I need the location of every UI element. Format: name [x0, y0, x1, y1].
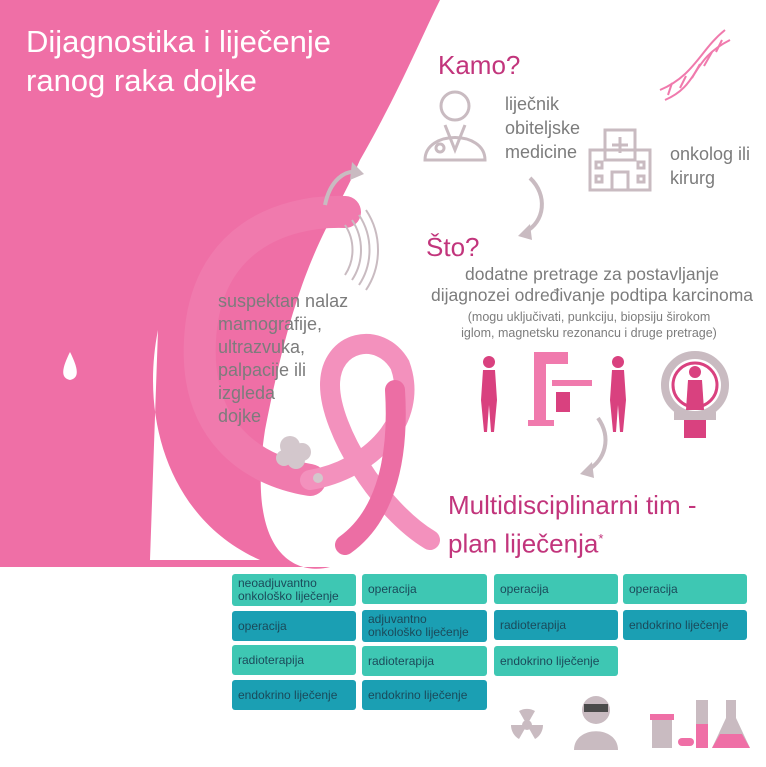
treatment-tag: endokrino liječenje	[623, 610, 747, 640]
sus-line-1: suspektan nalaz	[218, 291, 349, 311]
treatment-tag: operacija	[362, 574, 487, 604]
arrow-2	[525, 178, 542, 232]
sus-line-6: dojke	[218, 406, 262, 426]
dod-line-1: dodatne pretrage za postavljanje	[465, 264, 719, 284]
treatment-tag: adjuvantno onkološko liječenje	[362, 610, 487, 642]
dod-line-2: dijagnozei određivanje podtipa karcinoma	[430, 285, 753, 305]
woman-icon	[481, 356, 497, 432]
onk-line-1: onkolog ili	[670, 144, 751, 164]
dod2-line-2: iglom, magnetsku rezonancu i druge pretrage)	[461, 326, 717, 340]
gp-line-1: liječnik	[505, 94, 560, 114]
arrow-3	[588, 418, 605, 470]
treatment-tag: operacija	[494, 574, 618, 604]
treatment-tag: endokrino liječenje	[362, 680, 487, 710]
treatment-tag: operacija	[623, 574, 747, 604]
multidisciplinary-heading	[448, 488, 758, 561]
oncologist-label	[670, 142, 765, 190]
treatment-tag: radioterapija	[232, 645, 356, 675]
arrow-3-head	[580, 462, 594, 478]
radiation-icon	[511, 709, 543, 739]
suspect-finding-label	[218, 290, 368, 428]
woman-icon-2	[610, 356, 626, 432]
gp-label	[505, 92, 615, 164]
multi-star: *	[598, 531, 604, 546]
treatment-tag: endokrino liječenje	[494, 646, 618, 676]
dod2-line-1: (mogu uključivati, punkciju, biopsiju širokom	[467, 310, 711, 324]
additional-tests-text	[422, 264, 762, 306]
title-line-2: ranog raka dojke	[26, 63, 257, 98]
kamo-heading: Kamo?	[438, 50, 521, 80]
treatment-tag: operacija	[232, 611, 356, 641]
sus-line-2: mamografije,	[218, 314, 323, 334]
gp-line-3: medicine	[505, 142, 578, 162]
multi-line-1: Multidisciplinarni tim -	[448, 490, 697, 520]
additional-tests-subtext	[414, 309, 764, 341]
sus-line-4: palpacije ili	[218, 360, 307, 380]
mri-icon	[665, 355, 725, 438]
treatment-tag: neoadjuvantno onkološko liječenje	[232, 574, 356, 606]
arrow-2-head	[518, 224, 532, 240]
treatment-tag: radioterapija	[362, 646, 487, 676]
onk-line-2: kirurg	[670, 168, 716, 188]
lab-icon	[650, 700, 750, 748]
multi-line-2-text: plan liječenja	[448, 528, 599, 559]
treatment-tag: radioterapija	[494, 610, 618, 640]
sus-line-3: ultrazvuka,	[218, 337, 306, 357]
sto-heading: Što?	[426, 232, 480, 262]
title-line-1: Dijagnostika i liječenje	[26, 24, 331, 59]
sus-line-5: izgleda	[218, 383, 276, 403]
dna-icon	[660, 30, 730, 100]
footnote: *Podtipovi raka dojke se razlikuju, pa se i njihovo liječenje razlikuje. Slika prikazuje hodogram liječenja najčešćeg, hormonski ovisnog HER2 negativnog raka dojke. Osim prema podtipu, liječenje se razlikuje ovisno o proširenosti bolesti, invazivnosti i drugim parametrima. Plan liječenja donosi multidisciplinarni tim, a konačnu odluku o prihvaćanju liječenja donosi pacijentica. Tako će kod nekih bolesnica prvo uslijediti neoadjuvantno liječenje, a kod nekih operacija.	[10, 584, 223, 743]
page-title	[26, 22, 386, 100]
surgeon-icon	[574, 696, 618, 750]
mammography-icon	[528, 352, 592, 426]
doctor-icon	[425, 92, 485, 160]
treatment-tag: endokrino liječenje	[232, 680, 356, 710]
multi-line-2	[448, 522, 758, 561]
gp-line-2: obiteljske	[505, 118, 581, 138]
